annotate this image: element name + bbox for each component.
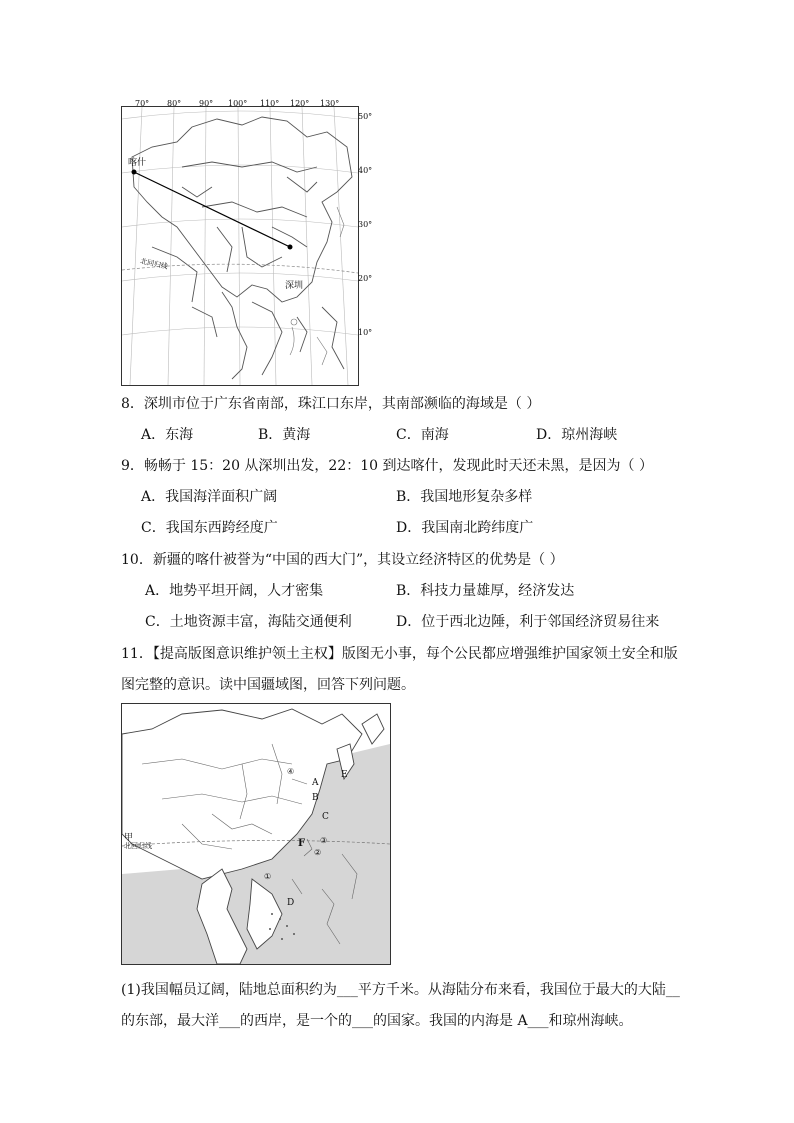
map-kashgar-shenzhen [121,106,359,386]
q10-option-d[interactable]: D．位于西北边陲，利于邻国经济贸易往来 [396,614,660,630]
lon-label: 120° [290,99,310,108]
lon-label: 130° [320,99,340,108]
kashgar-label: 喀什 [128,158,147,168]
shenzhen-label: 深圳 [285,281,304,291]
map2-label-a: A [312,778,319,788]
lon-label: 110° [260,99,280,108]
map2-label-e: E [341,770,348,780]
map2-label-3: ③ [320,836,328,845]
map1-drawing [122,107,358,385]
q11-intro-line2: 图完整的意识。读中国疆域图，回答下列问题。 [121,677,415,693]
q9-stem: 9．畅畅于 15：20 从深圳出发，22：10 到达喀什，发现此时天还未黑，是因为（ ） [121,458,653,474]
q11-1-line2: 的东部，最大洋___的西岸，是一个的___的国家。我国的内海是 A___和琼州海峡。 [121,1013,633,1029]
q9-option-b[interactable]: B．我国地形复杂多样 [396,489,533,505]
q10-option-b[interactable]: B．科技力量雄厚，经济发达 [396,583,575,599]
map2-tropic-label: 北回归线 [124,842,152,850]
q8-stem: 8．深圳市位于广东省南部，珠江口东岸，其南部濒临的海域是（ ） [121,396,541,412]
map1-longitude-labels [130,99,350,109]
lat-label: 50° [358,112,373,121]
tropic-label: 北回归线 [139,257,169,271]
map2-label-b: B [312,793,319,803]
map2-label-2: ② [314,848,322,857]
map2-label-f: F [298,838,306,849]
q9-option-a[interactable]: A．我国海洋面积广阔 [141,489,278,505]
q9-option-d[interactable]: D．我国南北跨纬度广 [396,520,534,536]
map2-label-c: C [322,812,329,822]
q10-stem: 10．新疆的喀什被誉为“中国的西大门”，其设立经济特区的优势是（ ） [121,552,564,568]
map2-label-jia: 甲 [124,833,134,843]
q11-intro-line1: 11．【提高版图意识维护领土主权】版图无小事，每个公民都应增强维护国家领土安全和版 [121,646,678,662]
q8-option-c[interactable]: C．南海 [396,427,449,443]
map1-latitude-labels [358,110,382,340]
lat-label: 20° [358,274,373,283]
map2-label-4: ④ [287,767,295,776]
lat-label: 40° [358,166,373,175]
q10-option-a[interactable]: A．地势平坦开阔，人才密集 [145,583,324,599]
lat-label: 10° [358,328,373,337]
q10-option-c[interactable]: C．土地资源丰富，海陆交通便利 [145,614,352,630]
lon-label: 80° [167,99,182,108]
q11-1-line1: (1)我国幅员辽阔，陆地总面积约为___平方千米。从海陆分布来看，我国位于最大的大陆__ [121,982,680,998]
q9-option-c[interactable]: C．我国东西跨经度广 [141,520,278,536]
q8-option-d[interactable]: D．琼州海峡 [536,427,618,443]
lat-label: 30° [358,220,373,229]
lon-label: 100° [228,99,248,108]
lon-label: 90° [199,99,214,108]
q8-option-b[interactable]: B．黄海 [258,427,311,443]
map2-label-d: D [287,898,295,908]
map-china-territory [121,703,391,965]
q8-option-a[interactable]: A．东海 [141,427,194,443]
map2-drawing [122,704,390,964]
map2-label-1: ① [264,872,272,881]
lon-label: 70° [135,99,150,108]
